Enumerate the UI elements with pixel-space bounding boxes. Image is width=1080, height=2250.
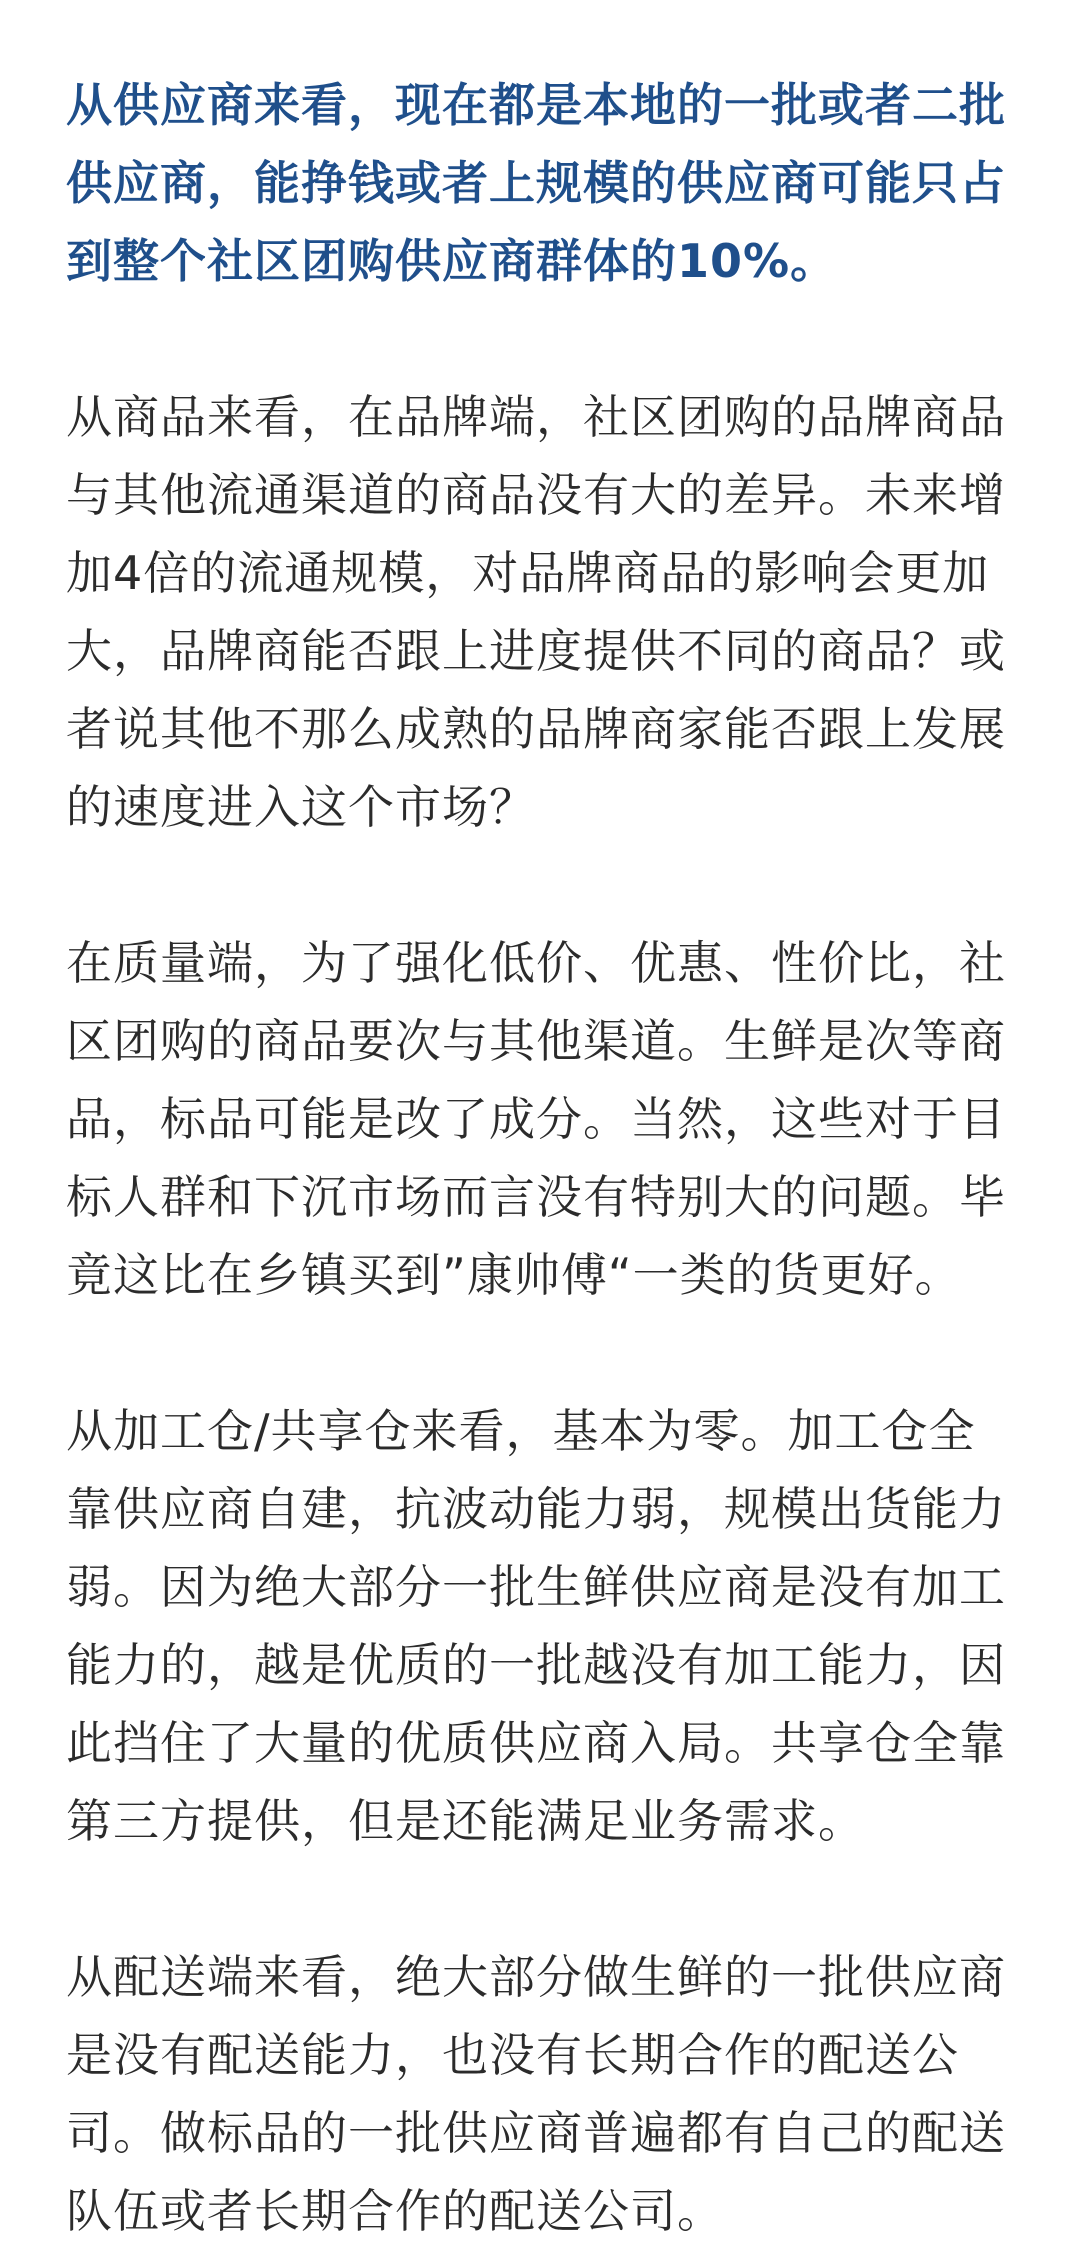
paragraph-quality: 在质量端，为了强化低价、优惠、性价比，社区团购的商品要次与其他渠道。生鲜是次等商品，标品可能是改了成分。当然，这些对于目标人群和下沉市场而言没有特别大的问题。毕竟这比在乡镇买到”康帅傅“一类的货更好。	[66, 936, 1006, 1302]
paragraph-brands: 从商品来看，在品牌端，社区团购的品牌商品与其他流通渠道的商品没有大的差异。未来增加4倍的流通规模，对品牌商品的影响会更加大，品牌商能否跟上进度提供不同的商品？或者说其他不那么成熟的品牌商家能否跟上发展的速度进入这个市场？	[66, 390, 1006, 834]
paragraph-delivery: 从配送端来看，绝大部分做生鲜的一批供应商是没有配送能力，也没有长期合作的配送公司。做标品的一批供应商普遍都有自己的配送队伍或者长期合作的配送公司。	[66, 1950, 1006, 2238]
paragraph-warehouse: 从加工仓/共享仓来看，基本为零。加工仓全靠供应商自建，抗波动能力弱，规模出货能力弱。因为绝大部分一批生鲜供应商是没有加工能力的，越是优质的一批越没有加工能力，因此挡住了大量的优质供应商入局。共享仓全靠第三方提供，但是还能满足业务需求。	[66, 1404, 1006, 1848]
paragraph-suppliers: 从供应商来看，现在都是本地的一批或者二批供应商，能挣钱或者上规模的供应商可能只占到整个社区团购供应商群体的10%。	[66, 78, 1006, 288]
